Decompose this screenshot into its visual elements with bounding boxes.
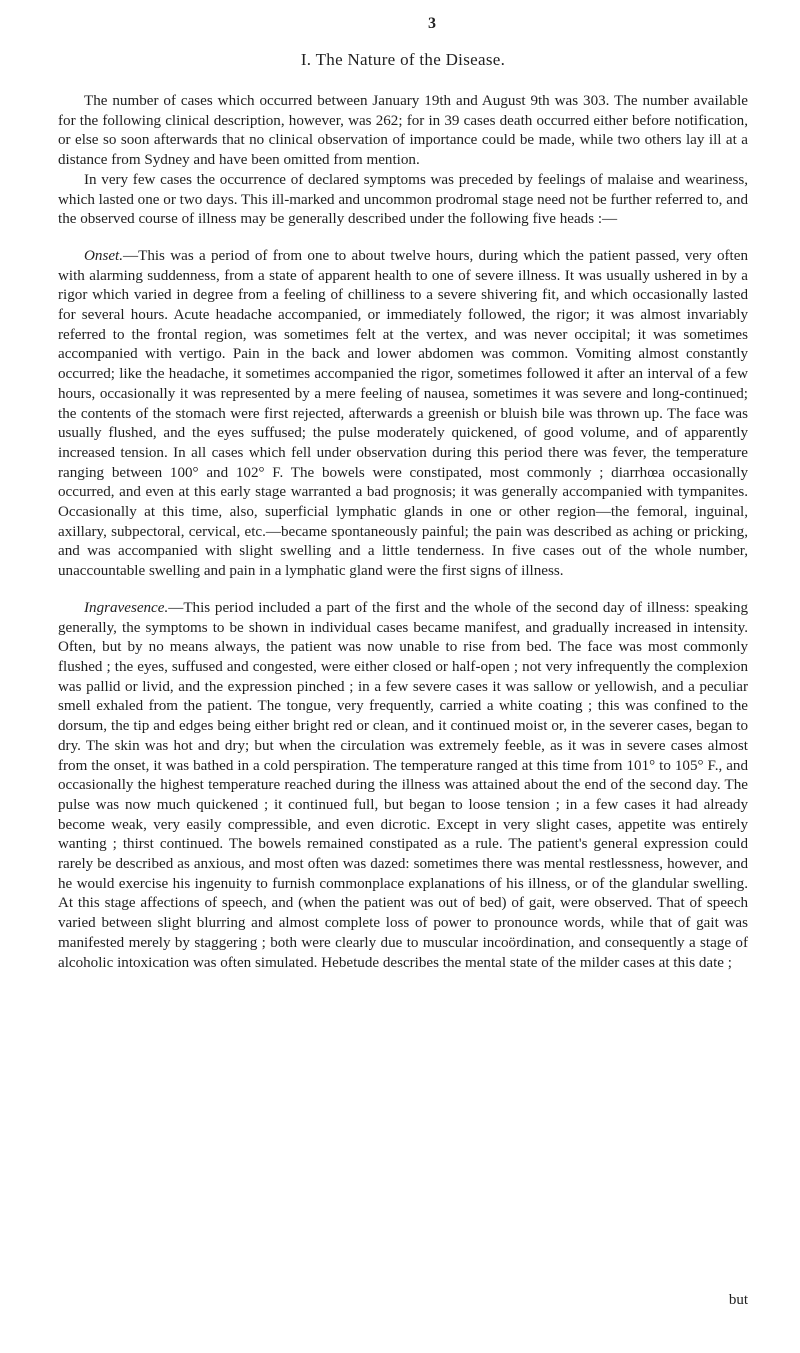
paragraph-lead: Ingravesence. <box>84 599 169 616</box>
section-title: I. The Nature of the Disease. <box>300 50 506 69</box>
paragraph-onset <box>58 247 748 582</box>
paragraph-text: In very few cases the occurrence of declared symptoms was preceded by feelings of malaise and weariness, which lasted one or two days. This ill-marked and uncommon prodromal stage need not be further referred to, and the observed course of illness may be generally described under the following five heads :— <box>58 171 748 228</box>
document-page <box>58 0 748 1353</box>
catchword: but <box>728 1292 748 1308</box>
paragraph-ingravescence <box>58 599 748 973</box>
page-number: 3 <box>428 15 436 32</box>
paragraph-case-count <box>58 92 748 171</box>
paragraph-prodromal-stage <box>58 171 748 230</box>
paragraph-text: —This was a period of from one to about twelve hours, during which the patient passed, very often with alarming suddenness, from a state of apparent health to one of severe illness. It was usually ushered in by a rigor which varied in degree from a feeling of chilliness to a severe shivering fit, and which occasionally lasted for several hours. Acute headache accompanied, or immediately followed, the rigor; it was almost invariably referred to the frontal region, was sometimes felt at the vertex, and was never occipital; it was sometimes accompanied with vertigo. Pain in the back and lower abdomen was common. Vomiting almost constantly occurred; like the headache, it sometimes accompanied the rigor, sometimes followed it after an interval of a few hours, occasionally it was represented by a mere feeling of nausea, sometimes it was severe and long-continued; the contents of the stomach were first rejected, afterwards a greenish or bluish bile was thrown up. The face was usually flushed, and the eyes suffused; the pulse moderately quickened, of good volume, and of apparently increased tension. In all cases which fell under observation during this period there was fever, the temperature ranging between 100° and 102° F. The bowels were constipated, most commonly ; diarrhœa occasionally occurred, and even at this early stage warranted a bad prognosis; it was generally accompanied with tympanites. Occasionally at this time, also, superficial lymphatic glands in one or other region—the femoral, inguinal, axillary, subpectoral, cervical, etc.—became spontaneously painful; the pain was described as aching or pricking, and was accompanied with slight swelling and a little tenderness. In five cases out of the whole number, unaccountable swelling and pain in a lymphatic gland were the first signs of illness. <box>58 247 748 580</box>
paragraph-text: The number of cases which occurred between January 19th and August 9th was 303. The number available for the following clinical description, however, was 262; for in 39 cases death occurred either before notification, or else so soon afterwards that no clinical observation of importance could be made, while two others lay ill at a distance from Sydney and have been omitted from mention. <box>58 93 748 169</box>
paragraph-text: —This period included a part of the first and the whole of the second day of illness: speaking generally, the symptoms to be shown in individual cases became manifest, and gradually increased in intensity. Often, but by no means always, the patient was now unable to rise from bed. The face was most commonly flushed ; the eyes, suffused and congested, were either closed or half-open ; not very infrequently the complexion was pallid or livid, and the expression pinched ; in a few severe cases it was sallow or yellowish, and a peculiar smell exhaled from the patient. The tongue, very frequently, carried a white coating ; this was confined to the dorsum, the tip and edges being either bright red or clean, and it continued moist or, in the severer cases, began to dry. The skin was hot and dry; but when the circulation was extremely feeble, as it was in severe cases almost from the onset, it was bathed in a cold perspiration. The temperature ranged at this time from 101° to 105° F., and occasionally the highest temperature reached during the illness was attained about the end of the second day. The pulse was now much quickened ; it continued full, but began to loose tension ; in a few cases it had already become weak, very easily compressible, and even dicrotic. Except in very slight cases, appetite was entirely wanting ; thirst continued. The bowels remained constipated as a rule. The patient's general expression could rarely be described as anxious, and most often was dazed: sometimes there was mental restlessness, however, and he would exercise his ingenuity to furnish commonplace explanations of his illness, or of the glandular swelling. At this stage affections of speech, and (when the patient was out of bed) of gait, were observed. That of speech varied between slight blurring and almost complete loss of power to pronounce words, while that of gait was manifested merely by staggering ; both were clearly due to muscular incoördination, and consequently a stage of alcoholic intoxication was often simulated. Hebetude describes the mental state of the milder cases at this date ; <box>58 599 748 971</box>
body-text <box>58 92 748 973</box>
paragraph-lead: Onset. <box>84 247 123 264</box>
